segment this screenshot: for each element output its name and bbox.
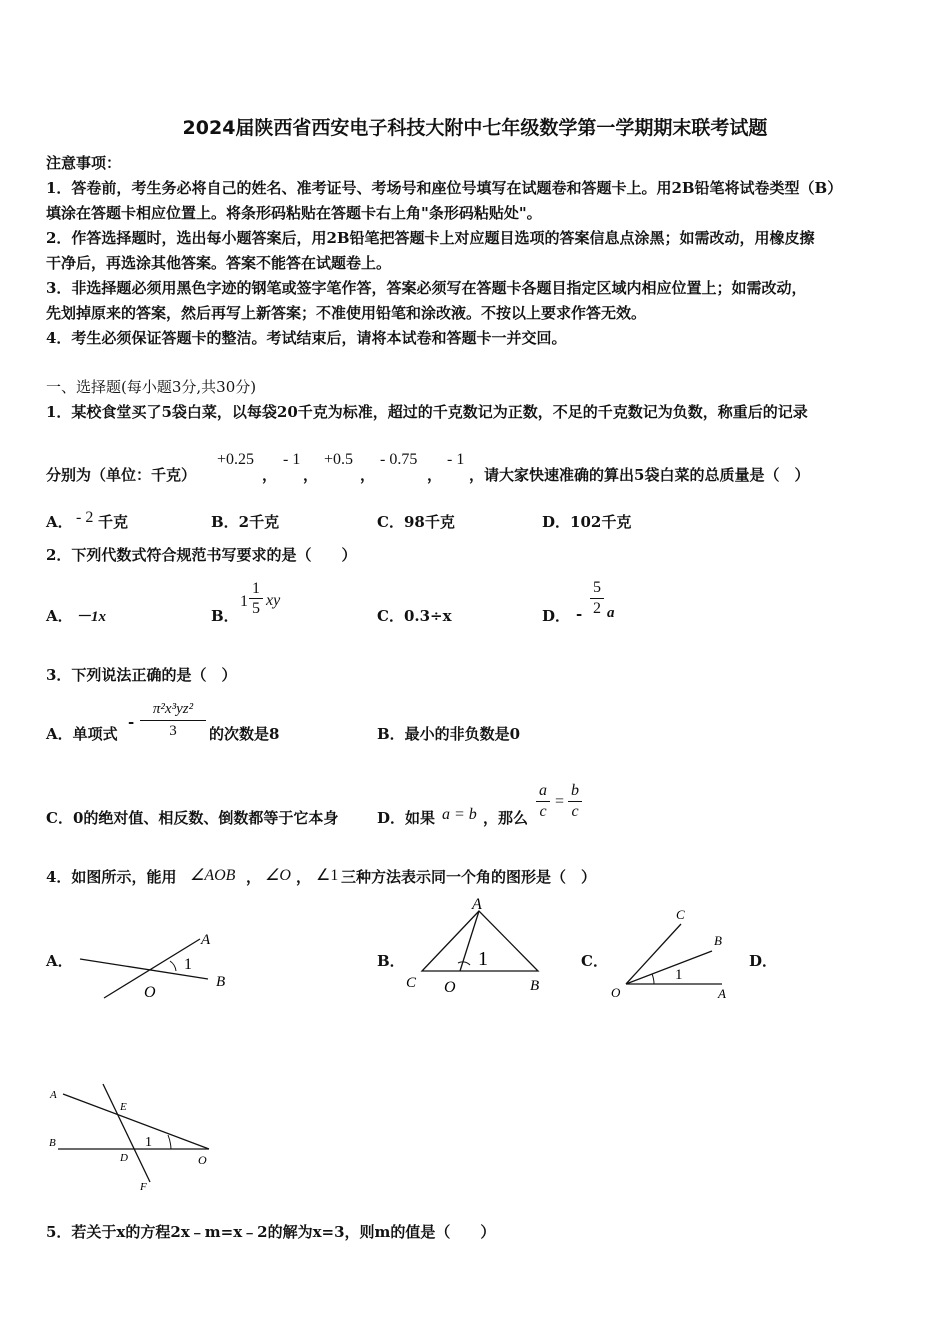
q1-option-b: B．2千克	[211, 513, 280, 531]
q4-option-d-label: D．	[749, 952, 778, 970]
figure-label: C	[406, 975, 417, 991]
figure-label: 1	[478, 948, 488, 970]
q2-option-b-whole: 1	[240, 593, 248, 610]
q4-option-c-label: C．	[581, 952, 608, 970]
q2-option-b-variable: xy	[266, 592, 281, 609]
q2-option-c: C．0.3÷x	[377, 607, 452, 625]
figure-label: 1	[675, 967, 683, 983]
q4-sep: ，	[296, 868, 312, 886]
fraction-denominator: 2	[593, 600, 601, 617]
q3-option-d-then: ，那么	[483, 809, 529, 827]
figure-label: B	[714, 933, 722, 948]
q1-option-a-label: A．	[46, 513, 73, 531]
figure-label: E	[120, 1101, 127, 1113]
q1-option-a-math: - 2	[76, 509, 94, 526]
notice-heading: 注意事项：	[46, 154, 122, 172]
q2-option-a-math: －1x	[76, 609, 107, 625]
q1-stem-prefix: 分别为（单位：千克）	[46, 466, 197, 484]
fraction-numerator: 1	[252, 580, 260, 597]
q2-option-b-fraction	[249, 580, 263, 617]
q3-option-d-label: D．如果	[377, 809, 436, 827]
notice-line: 4．考生必须保证答题卡的整洁。考试结束后，请将本试卷和答题卡一并交回。	[46, 329, 567, 347]
fraction-numerator: π²x³yz²	[152, 701, 194, 717]
q2-option-d-fraction	[590, 579, 604, 618]
figure-label: O	[611, 985, 621, 1000]
figure-label: A	[50, 1089, 57, 1101]
notice-line: 3．非选择题必须用黑色字迹的钢笔或签字笔作答，答案必须写在答题卡各题目指定区域内相应位置上；如需改动，	[46, 279, 807, 297]
q4-figure-a	[70, 925, 240, 1005]
q4-sep: ，	[246, 868, 262, 886]
q4-option-b-label: B．	[377, 952, 405, 970]
q1-option-c: C．98千克	[377, 513, 455, 531]
fraction-bar	[140, 720, 206, 721]
figure-label: F	[140, 1181, 147, 1193]
q3-option-d-left-fraction	[536, 782, 550, 821]
q4-figure-d	[44, 1078, 224, 1198]
q2-option-d-minus: -	[576, 605, 583, 623]
q1-option-a-unit: 千克	[98, 513, 129, 531]
fraction-numerator: a	[539, 782, 547, 799]
q1-comma: ，	[303, 466, 319, 484]
q1-comma: ，	[360, 466, 376, 484]
figure-label: O	[444, 979, 456, 996]
q2-option-d-variable: a	[607, 605, 615, 621]
q3-option-d-right-fraction	[568, 782, 582, 821]
q3-stem: 3．下列说法正确的是（ ）	[46, 666, 237, 684]
fraction-bar	[568, 801, 582, 802]
q4-angle-aob: ∠AOB	[190, 867, 236, 884]
q1-comma: ，	[262, 466, 278, 484]
figure-label: C	[676, 907, 685, 922]
q4-angle-o: ∠O	[265, 867, 291, 884]
figure-label: B	[530, 978, 540, 994]
figure-label: O	[198, 1153, 207, 1167]
q3-option-c: C．0的绝对值、相反数、倒数都等于它本身	[46, 809, 339, 827]
q5-stem: 5．若关于x的方程2x﹣m=x﹣2的解为x=3，则m的值是（ ）	[46, 1223, 496, 1241]
fraction-bar	[536, 801, 550, 802]
q4-figure-b	[400, 893, 560, 1003]
figure-label: B	[49, 1137, 56, 1149]
q1-value: +0.25	[217, 451, 255, 468]
fraction-denominator: 5	[252, 600, 260, 617]
q1-value: - 1	[447, 451, 465, 468]
q3-option-a-suffix: 的次数是8	[209, 725, 280, 743]
q3-option-a-label: A．单项式	[46, 725, 118, 743]
q1-comma: ，	[427, 466, 443, 484]
q4-stem-prefix: 4．如图所示，能用	[46, 868, 177, 886]
figure-label: A	[472, 896, 482, 913]
fraction-denominator: 3	[169, 723, 177, 739]
q3-option-d-equals: =	[555, 793, 565, 810]
notice-line: 干净后，再选涂其他答案。答案不能答在试题卷上。	[46, 254, 392, 272]
fraction-bar	[249, 598, 263, 599]
notice-line: 1．答卷前，考生务必将自己的姓名、准考证号、考场号和座位号填写在试题卷和答题卡上。用2B铅笔将试卷类型（B）	[46, 179, 843, 197]
q2-stem: 2．下列代数式符合规范书写要求的是（ ）	[46, 546, 357, 564]
section-heading: 一、选择题(每小题3分,共30分)	[46, 378, 257, 396]
q1-value: - 1	[283, 451, 301, 468]
fraction-numerator: b	[571, 782, 579, 799]
q2-option-d-label: D．	[542, 607, 571, 625]
q1-value: +0.5	[324, 451, 354, 468]
figure-label: D	[120, 1152, 128, 1164]
q3-option-a-minus: -	[128, 713, 135, 731]
q3-option-a-fraction	[140, 700, 206, 741]
q4-figure-c	[608, 905, 738, 1005]
q3-option-b: B．最小的非负数是0	[377, 725, 521, 743]
figure-label: 1	[184, 956, 192, 973]
q1-stem-line1: 1．某校食堂买了5袋白菜，以每袋20千克为标准，超过的千克数记为正数，不足的千克数记为负数，称重后的记录	[46, 403, 808, 421]
fraction-numerator: 5	[593, 579, 601, 596]
figure-label: A	[718, 986, 726, 1001]
q4-stem-suffix: 三种方法表示同一个角的图形是（ ）	[341, 868, 597, 886]
q4-option-a-label: A．	[46, 952, 73, 970]
figure-label: 1	[145, 1135, 152, 1150]
fraction-denominator: c	[539, 803, 547, 820]
q4-angle-1: ∠1	[316, 867, 339, 884]
notice-line: 2．作答选择题时，选出每小题答案后，用2B铅笔把答题卡上对应题目选项的答案信息点涂黑；如需改动，用橡皮擦	[46, 229, 815, 247]
figure-label: O	[144, 984, 156, 1001]
notice-line: 先划掉原来的答案，然后再写上新答案；不准使用铅笔和涂改液。不按以上要求作答无效。	[46, 304, 647, 322]
figure-label: A	[201, 932, 211, 948]
q1-value: - 0.75	[380, 451, 418, 468]
q2-option-b-label: B．	[211, 607, 239, 625]
figure-label: B	[216, 974, 226, 990]
notice-line: 填涂在答题卡相应位置上。将条形码粘贴在答题卡右上角"条形码粘贴处"。	[46, 204, 542, 222]
q1-option-d: D．102千克	[542, 513, 632, 531]
q3-option-d-condition: a = b	[442, 806, 477, 823]
q2-option-a-label: A．	[46, 607, 73, 625]
fraction-bar	[590, 598, 604, 599]
fraction-denominator: c	[571, 803, 579, 820]
page-title: 2024届陕西省西安电子科技大附中七年级数学第一学期期末联考试题	[182, 117, 768, 139]
q1-stem-suffix: ，请大家快速准确的算出5袋白菜的总质量是（ ）	[469, 466, 810, 484]
